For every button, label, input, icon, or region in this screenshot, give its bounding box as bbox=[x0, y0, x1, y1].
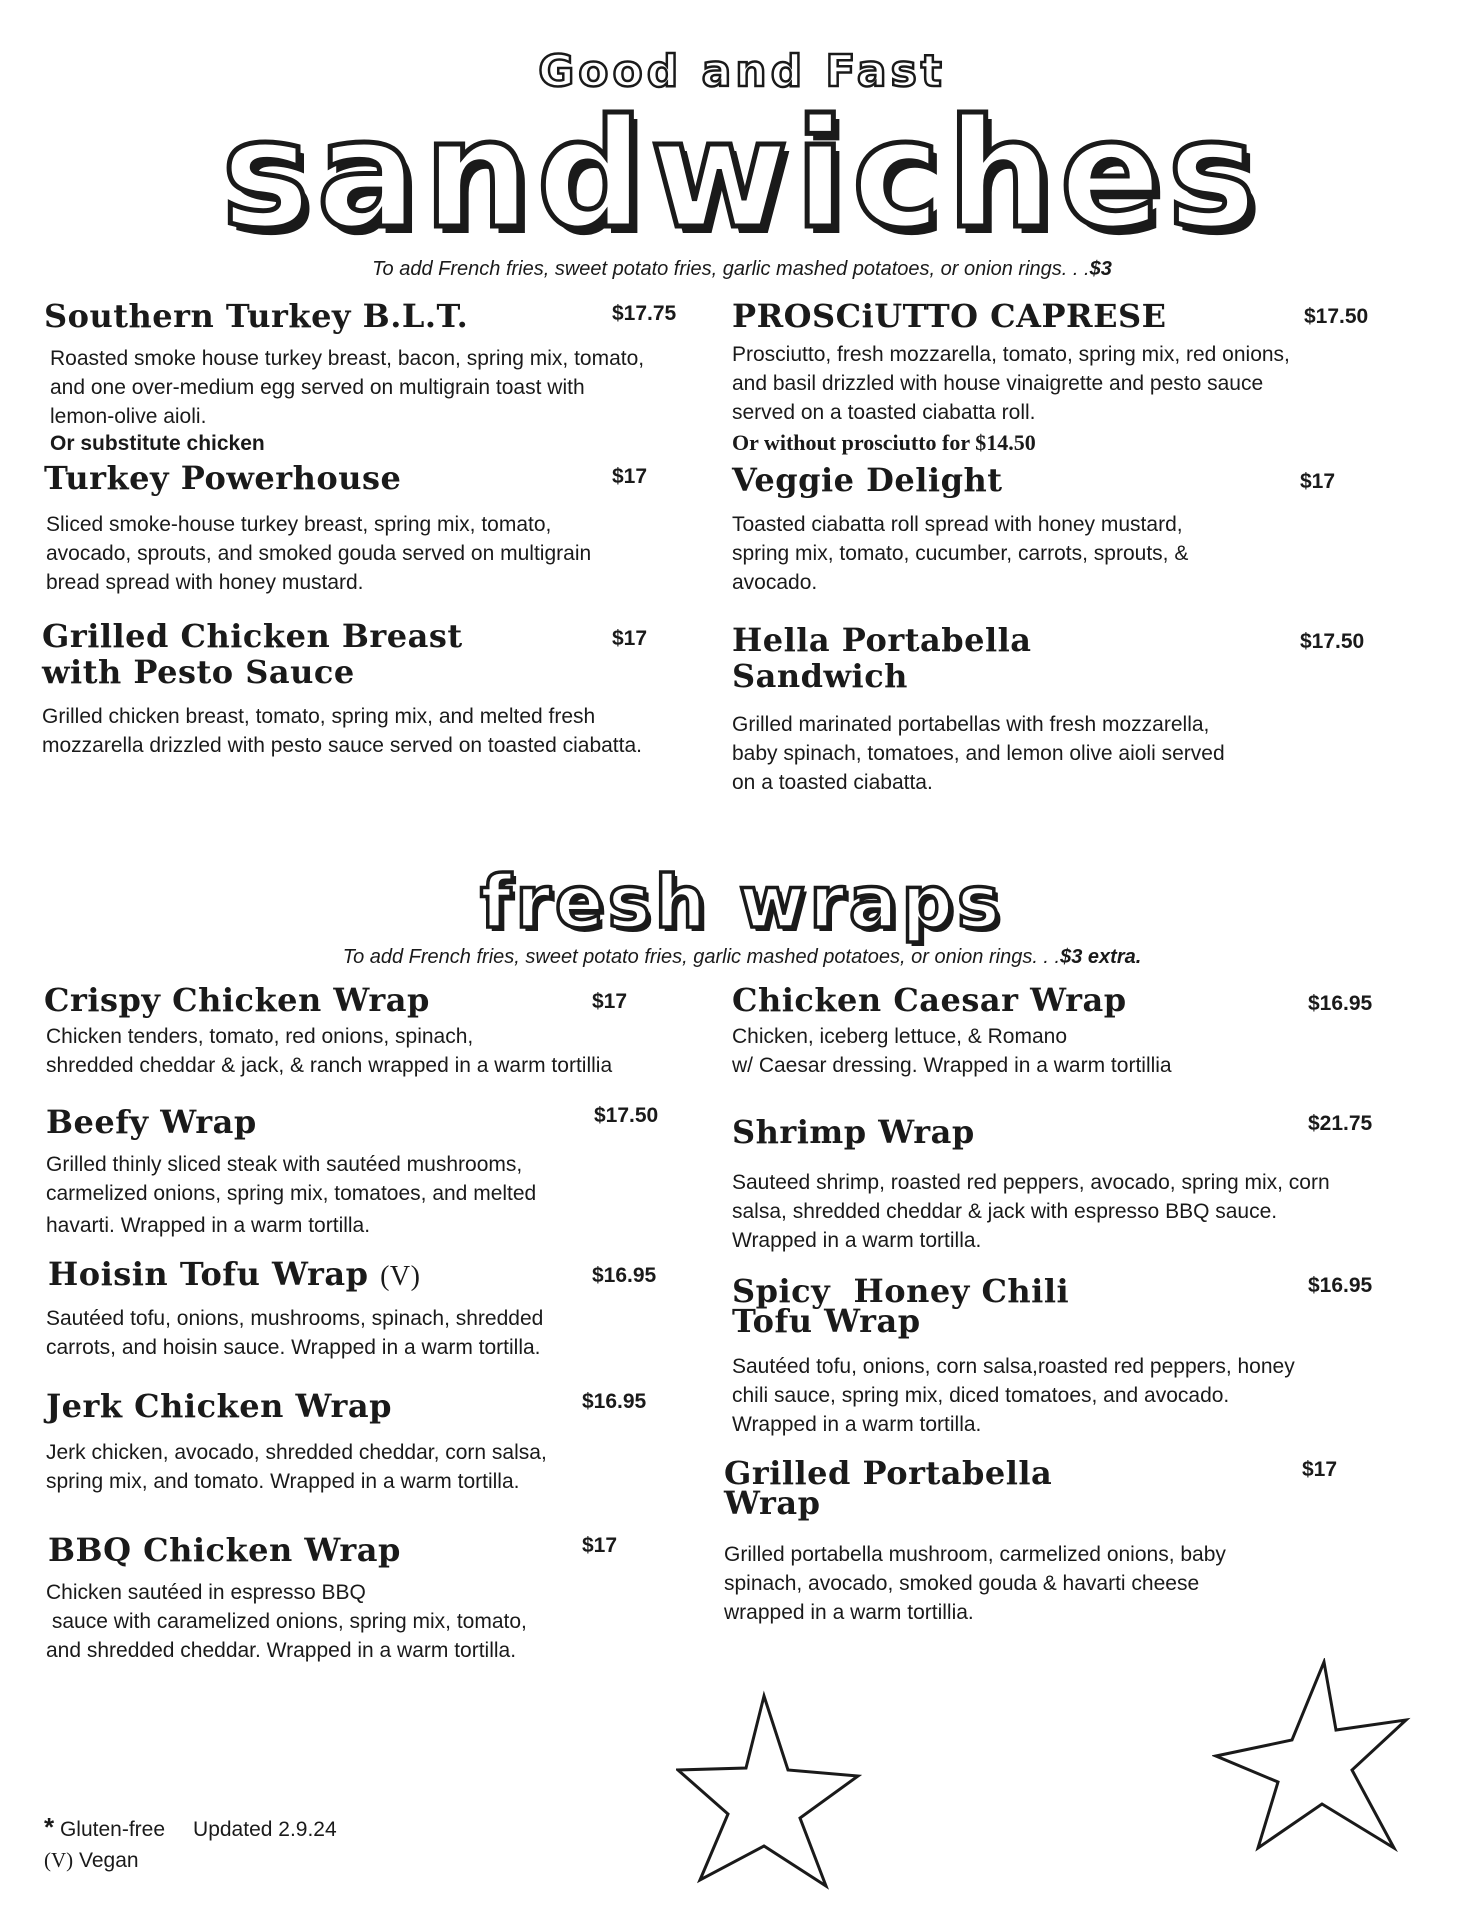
item-price: $17 bbox=[612, 627, 648, 650]
item-description: Chicken, iceberg lettuce, & Romano w/ Caesar dressing. Wrapped in a warm tortillia bbox=[732, 1025, 1172, 1077]
vegan-mark: (V) bbox=[44, 1848, 74, 1872]
item-description: Roasted smoke house turkey breast, bacon, spring mix, tomato, and one over-medium egg served on multigrain toast with lemon-olive aioli. bbox=[50, 347, 645, 428]
item-name-spicy-honey-chili-tofu-wrap: Spicy Honey Chili Tofu Wrap bbox=[732, 1272, 1070, 1340]
item-price: $17 bbox=[1300, 470, 1336, 493]
item-name-southern-turkey-blt: Southern Turkey B.L.T. bbox=[44, 297, 469, 335]
item-name-jerk-chicken-wrap: Jerk Chicken Wrap bbox=[46, 1387, 392, 1425]
item-name-crispy-chicken-wrap: Crispy Chicken Wrap bbox=[44, 981, 430, 1019]
item-price: $17 bbox=[592, 990, 628, 1013]
updated-date: Updated 2.9.24 bbox=[193, 1818, 337, 1841]
item-name-shrimp-wrap: Shrimp Wrap bbox=[732, 1113, 975, 1151]
item-price: $17.75 bbox=[612, 302, 677, 325]
gluten-free-mark: * bbox=[44, 1812, 55, 1842]
menu-kicker: Good and Fast bbox=[538, 46, 946, 97]
item-price: $17 bbox=[1302, 1458, 1338, 1481]
item-description: Jerk chicken, avocado, shredded cheddar, corn salsa, spring mix, and tomato. Wrapped in a warm tortilla. bbox=[46, 1441, 547, 1493]
item-description: Sautéed tofu, onions, corn salsa,roasted red peppers, honey chili sauce, spring mix, diced tomatoes, and avocado. Wrapped in a warm tortilla. bbox=[732, 1355, 1295, 1436]
item-description: Sliced smoke-house turkey breast, spring mix, tomato, avocado, sprouts, and smoked gouda served on multigrain bread spread with honey mustard. bbox=[46, 513, 592, 594]
item-name-bbq-chicken-wrap: BBQ Chicken Wrap bbox=[48, 1531, 401, 1569]
item-name-beefy-wrap: Beefy Wrap bbox=[46, 1103, 257, 1141]
item-name-turkey-powerhouse: Turkey Powerhouse bbox=[44, 459, 402, 497]
sides-note: To add French fries, sweet potato fries, garlic mashed potatoes, or onion rings. . .$3 extra. bbox=[342, 946, 1142, 968]
item-name-grilled-portabella-wrap: Grilled Portabella Wrap bbox=[724, 1454, 1053, 1522]
item-substitute-note: Or substitute chicken bbox=[50, 432, 265, 455]
item-name-veggie-delight: Veggie Delight bbox=[732, 461, 1003, 499]
vegan-mark: (V) bbox=[380, 1261, 421, 1292]
item-price: $16.95 bbox=[592, 1264, 657, 1287]
item-description: Prosciutto, fresh mozzarella, tomato, spring mix, red onions, and basil drizzled with house vinaigrette and pesto sauce served on a toasted ciabatta roll. bbox=[732, 343, 1290, 424]
item-price: $17.50 bbox=[1300, 630, 1365, 653]
item-name-prosciutto-caprese: PROSCiUTTO CAPRESE bbox=[732, 297, 1167, 335]
item-price: $17.50 bbox=[594, 1104, 659, 1127]
item-substitute-note: Or without prosciutto for $14.50 bbox=[732, 430, 1036, 455]
item-name-hella-portabella: Hella Portabella Sandwich bbox=[732, 621, 1032, 695]
star-icon bbox=[676, 1690, 866, 1890]
item-description: Sauteed shrimp, roasted red peppers, avocado, spring mix, corn salsa, shredded cheddar & jack with espresso BBQ sauce. Wrapped in a warm tortilla. bbox=[732, 1171, 1330, 1252]
item-price: $16.95 bbox=[1308, 992, 1373, 1015]
item-description: Chicken sautéed in espresso BBQ sauce with caramelized onions, spring mix, tomato, and shredded cheddar. Wrapped in a warm tortilla. bbox=[46, 1581, 527, 1662]
item-description: Toasted ciabatta roll spread with honey mustard, spring mix, tomato, cucumber, carrots, sprouts, & avocado. bbox=[732, 513, 1189, 594]
item-price: $17 bbox=[582, 1534, 618, 1557]
item-price: $17.50 bbox=[1304, 305, 1369, 328]
footer-legend: * Gluten-free Updated 2.9.24 (V) Vegan bbox=[44, 1812, 337, 1872]
item-description: Grilled marinated portabellas with fresh mozzarella, baby spinach, tomatoes, and lemon olive aioli served on a toasted ciabatta. bbox=[732, 713, 1225, 794]
item-description: Grilled chicken breast, tomato, spring mix, and melted fresh mozzarella drizzled with pesto sauce served on toasted ciabatta. bbox=[42, 705, 642, 757]
item-description: Grilled portabella mushroom, carmelized onions, baby spinach, avocado, smoked gouda & havarti cheese wrapped in a warm tortillia. bbox=[724, 1543, 1226, 1624]
sides-note: To add French fries, sweet potato fries, garlic mashed potatoes, or onion rings. . .$3 bbox=[372, 258, 1112, 280]
star-icon bbox=[1212, 1658, 1412, 1858]
fresh-wraps-title: fresh wraps bbox=[480, 860, 1004, 944]
item-description: Grilled thinly sliced steak with sautéed mushrooms, carmelized onions, spring mix, tomatoes, and melted havarti. Wrapped in a warm tortilla. bbox=[46, 1153, 537, 1237]
sandwiches-title: sandwiches bbox=[221, 88, 1263, 262]
item-description: Sautéed tofu, onions, mushrooms, spinach, shredded carrots, and hoisin sauce. Wrapped in a warm tortilla. bbox=[46, 1307, 544, 1359]
item-name-chicken-caesar-wrap: Chicken Caesar Wrap bbox=[732, 981, 1127, 1019]
item-price: $16.95 bbox=[582, 1390, 647, 1413]
item-name-grilled-chicken-breast: Grilled Chicken Breast with Pesto Sauce bbox=[42, 617, 463, 691]
item-price: $21.75 bbox=[1308, 1112, 1373, 1135]
item-price: $17 bbox=[612, 465, 648, 488]
item-price: $16.95 bbox=[1308, 1274, 1373, 1297]
item-name-hoisin-tofu-wrap: Hoisin Tofu Wrap (V) bbox=[48, 1255, 421, 1293]
item-description: Chicken tenders, tomato, red onions, spinach, shredded cheddar & jack, & ranch wrapped in a warm tortillia bbox=[46, 1025, 613, 1077]
